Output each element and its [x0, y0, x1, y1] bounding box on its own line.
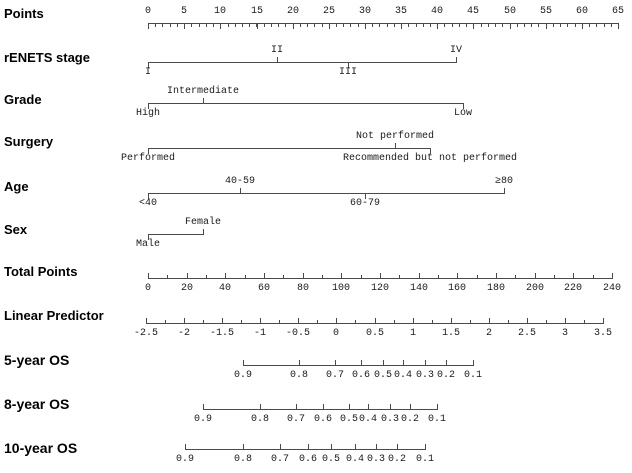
tick-label-linear-predictor: 2 [485, 328, 493, 339]
axis-tick-os-10-year [397, 444, 398, 449]
axis-tick-os-8-year [437, 404, 438, 409]
axis-tick-points [257, 24, 258, 29]
tick-label-os-8-year: 0.7 [286, 414, 306, 425]
tick-label-total-points: 100 [331, 283, 351, 294]
axis-tick-linear-predictor [222, 318, 223, 323]
axis-tick-os-5-year [335, 360, 336, 365]
axis-tick-os-5-year [383, 360, 384, 365]
axis-tick-total-points [593, 275, 594, 278]
axis-line-os-5-year [243, 365, 474, 366]
tick-label-os-10-year: 0.6 [298, 454, 318, 465]
axis-tick-linear-predictor [184, 318, 185, 323]
axis-tick-os-5-year [425, 360, 426, 365]
axis-tick-total-points [438, 275, 439, 278]
axis-tick-os-5-year [243, 360, 244, 365]
axis-tick-points [423, 24, 424, 27]
axis-tick-points [206, 24, 207, 27]
axis-tick-points [184, 24, 185, 29]
tick-label-points: 40 [430, 6, 444, 17]
tick-label-renets-stage: IV [449, 45, 463, 56]
axis-tick-points [336, 24, 337, 27]
axis-tick-points [553, 24, 554, 27]
axis-tick-os-8-year [349, 404, 350, 409]
axis-tick-total-points [399, 275, 400, 278]
axis-tick-os-8-year [390, 404, 391, 409]
axis-tick-total-points [283, 275, 284, 278]
axis-tick-points [307, 24, 308, 27]
axis-tick-os-10-year [280, 444, 281, 449]
axis-line-renets-stage [148, 62, 457, 63]
tick-label-os-8-year: 0.5 [339, 414, 359, 425]
tick-label-os-5-year: 0.5 [373, 370, 393, 381]
axis-tick-points [162, 24, 163, 27]
tick-label-points: 45 [466, 6, 480, 17]
tick-label-os-10-year: 0.1 [415, 454, 435, 465]
tick-label-os-10-year: 0.8 [233, 454, 253, 465]
tick-label-os-10-year: 0.9 [175, 454, 195, 465]
axis-tick-points [567, 24, 568, 27]
tick-label-os-10-year: 0.2 [387, 454, 407, 465]
axis-tick-points [271, 24, 272, 27]
tick-label-renets-stage: II [270, 45, 284, 56]
axis-tick-os-10-year [308, 444, 309, 449]
tick-label-os-10-year: 0.4 [345, 454, 365, 465]
axis-tick-total-points [245, 275, 246, 278]
axis-tick-total-points [515, 275, 516, 278]
axis-tick-linear-predictor [432, 320, 433, 323]
axis-tick-surgery [395, 143, 396, 148]
axis-tick-points [170, 24, 171, 27]
axis-tick-points [408, 24, 409, 27]
tick-label-os-5-year: 0.6 [351, 370, 371, 381]
axis-tick-linear-predictor [355, 320, 356, 323]
row-label-os-10-year: 10-year OS [4, 440, 78, 456]
axis-tick-points [148, 24, 149, 29]
tick-label-os-5-year: 0.9 [233, 370, 253, 381]
axis-tick-points [488, 24, 489, 27]
axis-tick-total-points [612, 273, 613, 278]
axis-tick-os-5-year [403, 360, 404, 365]
axis-tick-total-points [148, 273, 149, 278]
tick-label-os-8-year: 0.9 [193, 414, 213, 425]
tick-label-points: 60 [575, 6, 589, 17]
axis-line-linear-predictor [146, 323, 604, 324]
axis-tick-points [329, 24, 330, 29]
tick-label-total-points: 240 [602, 283, 622, 294]
axis-tick-os-8-year [296, 404, 297, 409]
axis-tick-os-5-year [299, 360, 300, 365]
axis-tick-points [401, 24, 402, 29]
axis-tick-linear-predictor [203, 320, 204, 323]
axis-tick-os-10-year [425, 444, 426, 449]
tick-label-linear-predictor: 1 [409, 328, 417, 339]
tick-label-points: 65 [611, 6, 625, 17]
row-label-points: Points [4, 6, 44, 21]
axis-tick-points [213, 24, 214, 27]
tick-label-points: 0 [144, 6, 152, 17]
tick-label-os-8-year: 0.1 [427, 414, 447, 425]
axis-tick-total-points [264, 273, 265, 278]
axis-tick-os-10-year [355, 444, 356, 449]
axis-tick-points [350, 24, 351, 27]
axis-tick-points [314, 24, 315, 27]
axis-tick-linear-predictor [298, 318, 299, 323]
axis-tick-total-points [341, 273, 342, 278]
axis-tick-points [358, 24, 359, 27]
row-label-grade: Grade [4, 92, 42, 107]
tick-label-linear-predictor: -2.5 [133, 328, 159, 339]
axis-tick-points [560, 24, 561, 27]
tick-label-os-5-year: 0.7 [325, 370, 345, 381]
row-label-os-5-year: 5-year OS [4, 352, 70, 368]
axis-tick-linear-predictor [375, 318, 376, 323]
axis-tick-linear-predictor [317, 320, 318, 323]
tick-label-linear-predictor: -1.5 [209, 328, 235, 339]
axis-tick-points [220, 24, 221, 29]
axis-tick-total-points [419, 273, 420, 278]
axis-tick-points [394, 24, 395, 27]
axis-tick-points [278, 24, 279, 27]
axis-tick-points [242, 24, 243, 27]
axis-tick-points [365, 24, 366, 29]
axis-tick-os-5-year [446, 360, 447, 365]
axis-tick-points [582, 24, 583, 29]
tick-label-points: 35 [394, 6, 408, 17]
tick-label-age: <40 [138, 198, 158, 209]
axis-tick-linear-predictor [451, 318, 452, 323]
axis-tick-linear-predictor [146, 318, 147, 323]
axis-tick-total-points [535, 273, 536, 278]
axis-tick-points [177, 24, 178, 27]
axis-tick-points [416, 24, 417, 27]
tick-label-points: 20 [286, 6, 300, 17]
tick-label-points: 30 [358, 6, 372, 17]
axis-tick-os-5-year [361, 360, 362, 365]
axis-tick-points [618, 24, 619, 29]
tick-label-total-points: 180 [486, 283, 506, 294]
axis-tick-linear-predictor [336, 318, 337, 323]
axis-tick-points [510, 24, 511, 29]
tick-label-total-points: 40 [218, 283, 232, 294]
axis-tick-total-points [477, 275, 478, 278]
axis-tick-linear-predictor [260, 318, 261, 323]
tick-label-total-points: 80 [296, 283, 310, 294]
axis-tick-linear-predictor [546, 320, 547, 323]
axis-tick-linear-predictor [584, 320, 585, 323]
axis-tick-linear-predictor [508, 320, 509, 323]
axis-tick-points [430, 24, 431, 27]
axis-tick-total-points [303, 273, 304, 278]
axis-tick-os-10-year [243, 444, 244, 449]
tick-label-linear-predictor: -2 [177, 328, 191, 339]
axis-tick-os-8-year [410, 404, 411, 409]
axis-line-grade [148, 103, 464, 104]
tick-label-points: 5 [180, 6, 188, 17]
axis-tick-points [372, 24, 373, 27]
tick-label-os-5-year: 0.1 [463, 370, 483, 381]
tick-label-sex: Male [135, 239, 161, 250]
tick-label-sex: Female [184, 217, 222, 228]
tick-label-os-5-year: 0.8 [289, 370, 309, 381]
row-label-surgery: Surgery [4, 134, 54, 149]
tick-label-os-8-year: 0.6 [313, 414, 333, 425]
axis-tick-total-points [187, 273, 188, 278]
axis-tick-points [285, 24, 286, 27]
axis-tick-points [604, 24, 605, 27]
tick-label-total-points: 60 [257, 283, 271, 294]
axis-tick-age [240, 188, 241, 193]
axis-tick-os-8-year [323, 404, 324, 409]
tick-label-points: 50 [503, 6, 517, 17]
tick-label-total-points: 20 [180, 283, 194, 294]
tick-label-total-points: 200 [525, 283, 545, 294]
tick-label-os-8-year: 0.2 [400, 414, 420, 425]
tick-label-renets-stage: I [144, 67, 152, 78]
tick-label-total-points: 120 [370, 283, 390, 294]
axis-tick-points [379, 24, 380, 27]
tick-label-points: 25 [322, 6, 336, 17]
tick-label-age: 60-79 [349, 198, 381, 209]
axis-line-os-8-year [203, 409, 438, 410]
tick-label-os-5-year: 0.2 [436, 370, 456, 381]
axis-tick-points [437, 24, 438, 29]
axis-tick-points [249, 24, 250, 27]
row-label-linear-predictor: Linear Predictor [4, 308, 104, 323]
tick-label-linear-predictor: 2.5 [517, 328, 537, 339]
axis-tick-points [531, 24, 532, 27]
tick-label-points: 15 [250, 6, 264, 17]
axis-tick-sex [203, 229, 204, 234]
tick-label-linear-predictor: 0 [332, 328, 340, 339]
axis-tick-points [293, 24, 294, 29]
tick-label-linear-predictor: 1.5 [441, 328, 461, 339]
axis-tick-points [546, 24, 547, 29]
tick-label-surgery: Not performed [355, 131, 435, 142]
tick-label-os-10-year: 0.7 [270, 454, 290, 465]
tick-label-total-points: 160 [447, 283, 467, 294]
axis-tick-total-points [457, 273, 458, 278]
row-label-total-points: Total Points [4, 264, 78, 279]
axis-tick-points [495, 24, 496, 27]
tick-label-os-10-year: 0.3 [366, 454, 386, 465]
tick-label-age: ≥80 [494, 176, 514, 187]
tick-label-total-points: 220 [563, 283, 583, 294]
axis-tick-points [459, 24, 460, 27]
row-label-age: Age [4, 179, 29, 194]
axis-tick-linear-predictor [413, 318, 414, 323]
axis-tick-points [481, 24, 482, 27]
axis-tick-renets-stage [456, 57, 457, 62]
axis-tick-linear-predictor [470, 320, 471, 323]
axis-tick-linear-predictor [241, 320, 242, 323]
axis-tick-linear-predictor [603, 318, 604, 323]
tick-label-linear-predictor: -1 [253, 328, 267, 339]
tick-label-os-8-year: 0.8 [250, 414, 270, 425]
axis-tick-os-10-year [185, 444, 186, 449]
axis-tick-total-points [206, 275, 207, 278]
axis-tick-age [504, 188, 505, 193]
axis-tick-points [589, 24, 590, 27]
axis-tick-points [444, 24, 445, 27]
axis-tick-points [300, 24, 301, 27]
axis-tick-total-points [322, 275, 323, 278]
axis-tick-points [575, 24, 576, 27]
tick-label-total-points: 0 [144, 283, 152, 294]
tick-label-os-5-year: 0.3 [415, 370, 435, 381]
axis-tick-linear-predictor [527, 318, 528, 323]
axis-tick-points [155, 24, 156, 27]
axis-tick-points [264, 24, 265, 27]
axis-tick-points [452, 24, 453, 27]
axis-tick-linear-predictor [489, 318, 490, 323]
axis-line-surgery [148, 148, 431, 149]
axis-tick-total-points [380, 273, 381, 278]
tick-label-os-5-year: 0.4 [393, 370, 413, 381]
axis-tick-points [473, 24, 474, 29]
axis-tick-total-points [573, 273, 574, 278]
axis-tick-points [502, 24, 503, 27]
axis-tick-total-points [361, 275, 362, 278]
tick-label-os-8-year: 0.4 [358, 414, 378, 425]
tick-label-renets-stage: III [338, 67, 358, 78]
row-label-os-8-year: 8-year OS [4, 396, 70, 412]
axis-tick-os-10-year [331, 444, 332, 449]
axis-line-total-points [148, 278, 613, 279]
axis-tick-renets-stage [277, 57, 278, 62]
axis-line-os-10-year [185, 449, 426, 450]
row-label-sex: Sex [4, 222, 28, 237]
tick-label-os-8-year: 0.3 [380, 414, 400, 425]
axis-tick-points [343, 24, 344, 27]
tick-label-surgery: Performed [120, 153, 176, 164]
axis-tick-grade [203, 98, 204, 103]
tick-label-linear-predictor: 3.5 [593, 328, 613, 339]
axis-tick-linear-predictor [165, 320, 166, 323]
axis-tick-os-8-year [203, 404, 204, 409]
axis-tick-points [235, 24, 236, 27]
axis-tick-linear-predictor [565, 318, 566, 323]
axis-line-points [148, 23, 619, 24]
axis-tick-total-points [225, 273, 226, 278]
tick-label-points: 55 [539, 6, 553, 17]
axis-tick-points [228, 24, 229, 27]
axis-line-sex [148, 234, 204, 235]
axis-tick-points [611, 24, 612, 27]
tick-label-os-10-year: 0.5 [321, 454, 341, 465]
tick-label-age: 40-59 [224, 176, 256, 187]
axis-tick-points [199, 24, 200, 27]
tick-label-linear-predictor: 0.5 [365, 328, 385, 339]
tick-label-grade: High [135, 108, 161, 119]
axis-tick-points [387, 24, 388, 27]
tick-label-surgery: Recommended but not performed [342, 153, 518, 164]
axis-tick-os-5-year [473, 360, 474, 365]
axis-tick-linear-predictor [394, 320, 395, 323]
axis-line-age [148, 193, 505, 194]
tick-label-grade: Intermediate [166, 86, 240, 97]
axis-tick-linear-predictor [279, 320, 280, 323]
axis-tick-points [466, 24, 467, 27]
axis-tick-points [524, 24, 525, 27]
axis-tick-os-8-year [368, 404, 369, 409]
axis-tick-points [596, 24, 597, 27]
tick-label-grade: Low [453, 108, 473, 119]
axis-tick-total-points [554, 275, 555, 278]
axis-tick-points [517, 24, 518, 27]
axis-tick-total-points [496, 273, 497, 278]
tick-label-linear-predictor: 3 [561, 328, 569, 339]
axis-tick-os-10-year [376, 444, 377, 449]
axis-tick-points [322, 24, 323, 27]
tick-label-linear-predictor: -0.5 [285, 328, 311, 339]
row-label-renets-stage: rENETS stage [4, 50, 90, 65]
axis-tick-points [538, 24, 539, 27]
tick-label-total-points: 140 [409, 283, 429, 294]
axis-tick-points [191, 24, 192, 27]
axis-tick-total-points [167, 275, 168, 278]
axis-tick-os-8-year [260, 404, 261, 409]
tick-label-points: 10 [213, 6, 227, 17]
